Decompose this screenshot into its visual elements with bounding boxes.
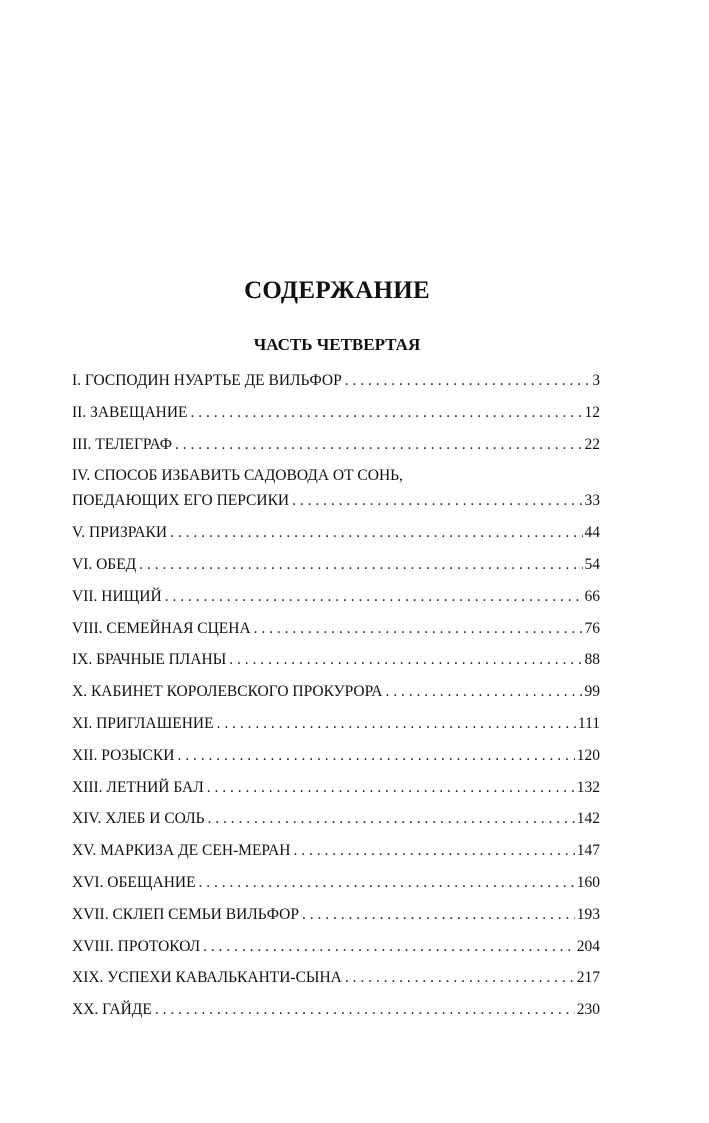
toc-entry-page: 193 [576, 905, 600, 923]
dot-leader [292, 490, 582, 512]
toc-entry-label: XVIII. ПРОТОКОЛ [72, 937, 201, 955]
dot-leader [165, 586, 583, 608]
toc-entry-page: 132 [576, 778, 600, 796]
dot-leader [254, 618, 583, 640]
toc-entry-6[interactable] [72, 554, 600, 576]
toc-entry-label-line1: IV. СПОСОБ ИЗБАВИТЬ САДОВОДА ОТ СОНЬ, [72, 467, 403, 485]
toc-entry-16[interactable] [72, 872, 600, 894]
toc-entry-page: 99 [584, 683, 600, 701]
toc-entry-label: X. КАБИНЕТ КОРОЛЕВСКОГО ПРОКУРОРА [72, 683, 383, 701]
toc-entry-page: 142 [576, 810, 600, 828]
toc-entry-page: 33 [584, 492, 600, 510]
toc-entry-page: 230 [576, 1001, 600, 1019]
dot-leader [229, 649, 582, 671]
toc-entry-page: 66 [584, 587, 600, 605]
toc-entry-5[interactable] [72, 522, 600, 544]
dot-leader [345, 370, 591, 392]
toc-entry-label: XV. МАРКИЗА ДЕ СЕН-МЕРАН [72, 842, 291, 860]
toc-entry-page: 147 [576, 842, 600, 860]
toc-entry-page: 120 [576, 746, 600, 764]
dot-leader [203, 936, 575, 958]
toc-entry-page: 111 [577, 714, 600, 732]
toc-entry-label-line2: ПОЕДАЮЩИХ ЕГО ПЕРСИКИ [72, 492, 290, 510]
toc-entry-12[interactable] [72, 745, 600, 767]
dot-leader [175, 434, 582, 456]
toc-entry-page: 12 [584, 403, 600, 421]
toc-entry-label: XIII. ЛЕТНИЙ БАЛ [72, 778, 204, 796]
toc-entry-label: II. ЗАВЕЩАНИЕ [72, 403, 188, 421]
toc-entry-13[interactable] [72, 777, 600, 799]
toc-entry-1[interactable] [72, 370, 600, 392]
toc-entry-label: XIX. УСПЕХИ КАВАЛЬКАНТИ-СЫНА [72, 969, 342, 987]
toc-entry-label: VII. НИЩИЙ [72, 587, 162, 605]
toc-entry-label: XI. ПРИГЛАШЕНИЕ [72, 714, 214, 732]
part-heading: ЧАСТЬ ЧЕТВЕРТАЯ [253, 335, 421, 354]
dot-leader [177, 745, 574, 767]
toc-entry-page: 54 [584, 555, 600, 573]
dot-leader [139, 554, 582, 576]
toc-entry-label: V. ПРИЗРАКИ [72, 524, 168, 542]
toc-entry-label: XII. РОЗЫСКИ [72, 746, 175, 764]
toc-entry-label: XX. ГАЙДЕ [72, 1001, 152, 1019]
toc-entry-11[interactable] [72, 713, 600, 735]
toc-entry-page: 22 [584, 435, 600, 453]
toc-entry-page: 88 [584, 651, 600, 669]
toc-entry-18[interactable] [72, 936, 600, 958]
dot-leader [199, 872, 575, 894]
page-title: СОДЕРЖАНИЕ [244, 277, 430, 304]
toc-entry-9[interactable] [72, 649, 600, 671]
table-of-contents [72, 370, 600, 1031]
dot-leader [385, 681, 582, 703]
toc-entry-page: 217 [576, 969, 600, 987]
toc-entry-label: I. ГОСПОДИН НУАРТЬЕ ДЕ ВИЛЬФОР [72, 372, 342, 389]
toc-entry-label: IX. БРАЧНЫЕ ПЛАНЫ [72, 651, 227, 669]
toc-entry-label: III. ТЕЛЕГРАФ [72, 435, 173, 453]
toc-entry-page: 44 [584, 524, 600, 542]
toc-entry-page: 160 [576, 873, 600, 891]
toc-entry-15[interactable] [72, 840, 600, 862]
toc-entry-19[interactable] [72, 967, 600, 989]
toc-entry-page: 3 [592, 372, 600, 389]
toc-entry-14[interactable] [72, 808, 600, 830]
toc-entry-3[interactable] [72, 434, 600, 456]
toc-entry-10[interactable] [72, 681, 600, 703]
toc-entry-4[interactable] [72, 465, 600, 512]
dot-leader [293, 840, 574, 862]
dot-leader [207, 777, 575, 799]
dot-leader [155, 999, 575, 1021]
toc-entry-2[interactable] [72, 402, 600, 424]
toc-entry-label: VI. ОБЕД [72, 555, 137, 573]
dot-leader [170, 522, 582, 544]
toc-entry-label: XVII. СКЛЕП СЕМЬИ ВИЛЬФОР [72, 905, 299, 923]
dot-leader [302, 904, 575, 926]
dot-leader [191, 402, 583, 424]
toc-entry-20[interactable] [72, 999, 600, 1021]
toc-entry-7[interactable] [72, 586, 600, 608]
toc-entry-label: XIV. ХЛЕБ И СОЛЬ [72, 810, 205, 828]
toc-entry-17[interactable] [72, 904, 600, 926]
dot-leader [208, 808, 575, 830]
toc-entry-page: 204 [576, 937, 600, 955]
toc-entry-label: XVI. ОБЕЩАНИЕ [72, 873, 196, 891]
dot-leader [217, 713, 576, 735]
toc-entry-page: 76 [584, 619, 600, 637]
dot-leader [345, 967, 575, 989]
toc-entry-label: VIII. СЕМЕЙНАЯ СЦЕНА [72, 619, 251, 637]
toc-entry-8[interactable] [72, 618, 600, 640]
